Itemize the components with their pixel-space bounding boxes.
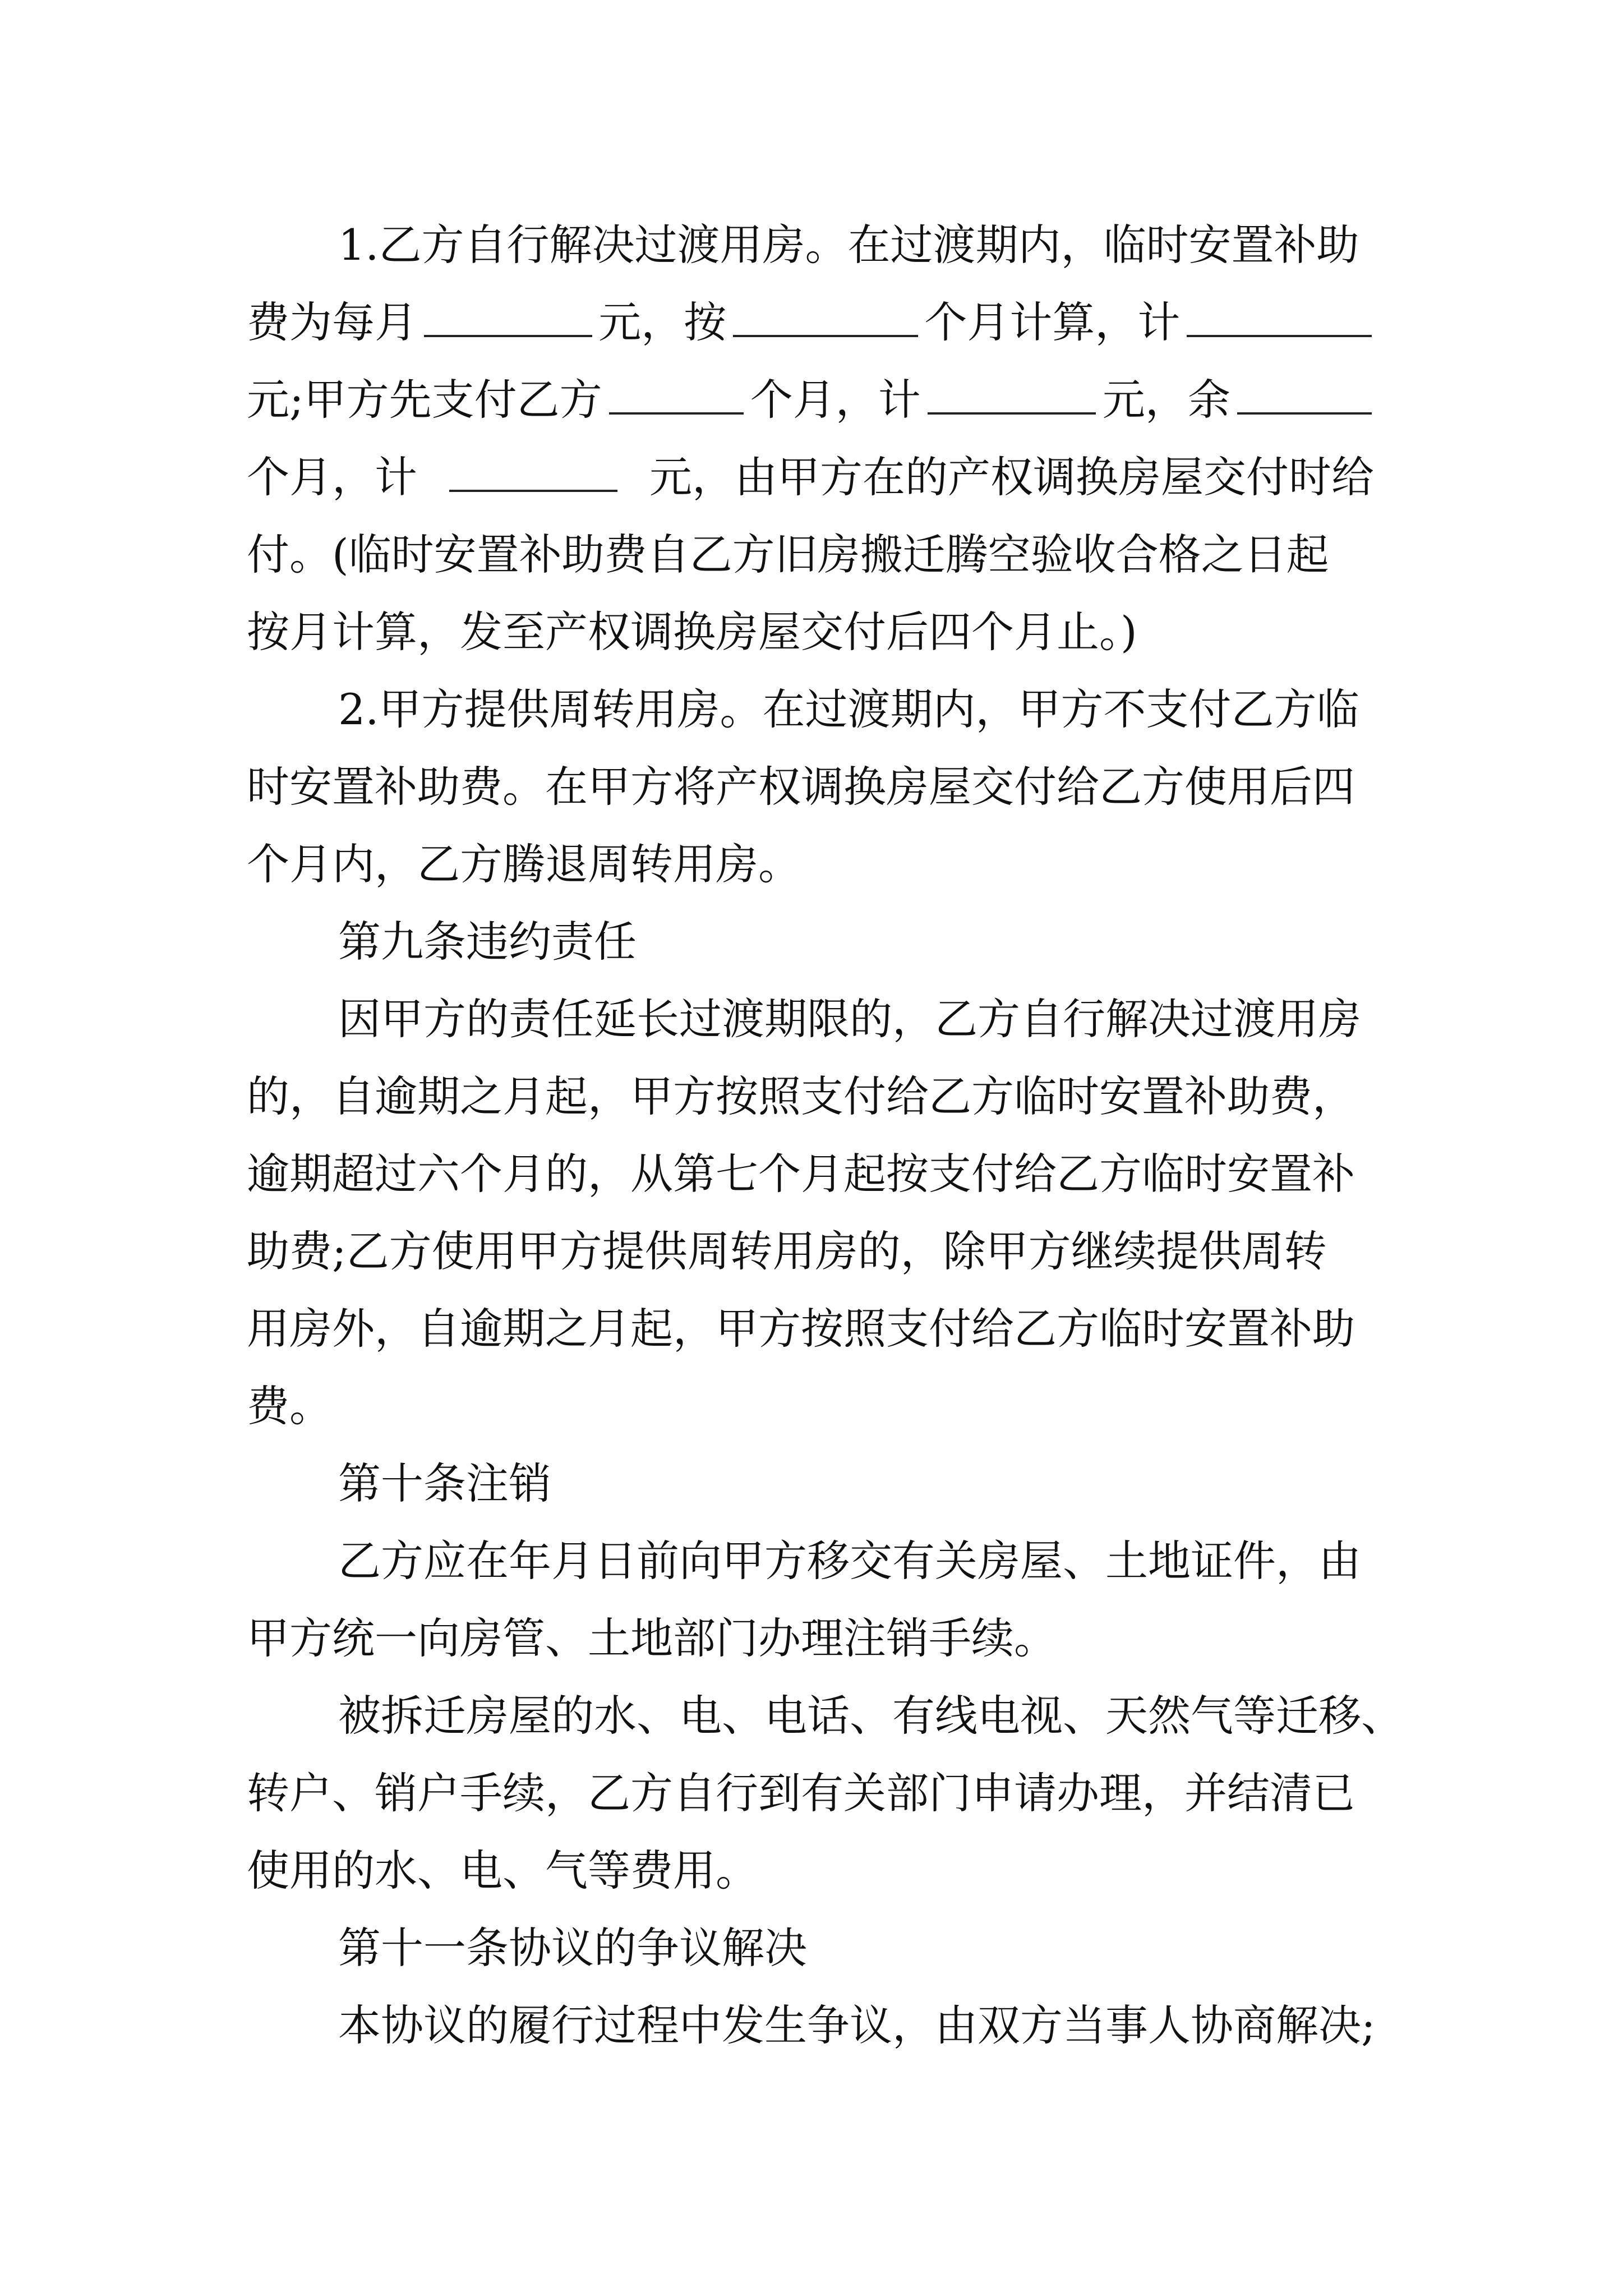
article-heading: [338, 897, 1374, 987]
text-run: 个月计算，计: [924, 297, 1181, 347]
paragraph-line: [247, 1207, 1374, 1296]
paragraph-line: [247, 510, 1374, 600]
text-run: 1.乙方自行解决过渡用房。在过渡期内，临时安置补助: [338, 220, 1359, 270]
blank-field: [424, 296, 592, 337]
paragraph-line: [338, 1981, 1374, 2070]
paragraph-line: [247, 432, 1374, 522]
text-run: 助费;乙方使用甲方提供周转用房的，除甲方继续提供周转: [247, 1226, 1327, 1276]
paragraph-line: [338, 1671, 1404, 1761]
text-run: 元，余: [1102, 375, 1230, 425]
text-run: 本协议的履行过程中发生争议，由双方当事人协商解决;: [338, 2000, 1376, 2050]
text-run: 付。(临时安置补助费自乙方旧房搬迁腾空验收合格之日起: [247, 530, 1329, 579]
paragraph-line: [247, 820, 1374, 909]
paragraph-line: [247, 1284, 1374, 1374]
heading-text: 第十条注销: [338, 1458, 551, 1508]
paragraph-line: [247, 1826, 1374, 1916]
text-run: 时安置补助费。在甲方将产权调换房屋交付给乙方使用后四: [247, 762, 1355, 812]
text-run: 个月，计: [750, 375, 921, 425]
text-run: 元，由甲方在的产权调换房屋交付时给: [649, 452, 1374, 502]
paragraph-line: [338, 974, 1374, 1064]
blank-field: [609, 373, 744, 415]
text-run: 转户、销户手续，乙方自行到有关部门申请办理，并结清已: [247, 1768, 1355, 1818]
text-run: 乙方应在年月日前向甲方移交有关房屋、土地证件，由: [338, 1536, 1361, 1586]
paragraph-line: [247, 1129, 1374, 1219]
text-run: 甲方统一向房管、土地部门办理注销手续。: [247, 1613, 1057, 1663]
paragraph-line: [247, 355, 1374, 445]
text-run: 2.甲方提供周转用房。在过渡期内，甲方不支付乙方临: [338, 684, 1359, 734]
paragraph-line: [247, 1749, 1374, 1838]
text-run: 用房外，自逾期之月起，甲方按照支付给乙方临时安置补助: [247, 1304, 1355, 1354]
paragraph-line: [247, 587, 1374, 677]
text-run: 元;甲方先支付乙方: [247, 375, 602, 425]
article-heading: [338, 1903, 1374, 1993]
text-run: 费为每月: [247, 297, 417, 347]
text-run: 被拆迁房屋的水、电、电话、有线电视、天然气等迁移、: [338, 1691, 1404, 1741]
text-run: 按月计算，发至产权调换房屋交付后四个月止。): [247, 607, 1137, 657]
paragraph-line: [247, 1052, 1374, 1142]
heading-text: 第十一条协议的争议解决: [338, 1923, 807, 1973]
paragraph-line: [338, 665, 1374, 754]
paragraph-line: [247, 742, 1374, 832]
text-run: 个月内，乙方腾退周转用房。: [247, 839, 801, 889]
text-run: 费。: [247, 1381, 332, 1431]
blank-field: [1237, 373, 1372, 415]
heading-text: 第九条违约责任: [338, 917, 637, 967]
text-run: 元，按: [598, 297, 727, 347]
paragraph-line: [247, 1361, 1374, 1451]
blank-field: [928, 373, 1096, 415]
text-run: 的，自逾期之月起，甲方按照支付给乙方临时安置补助费，: [247, 1071, 1355, 1121]
paragraph-line: [338, 1516, 1374, 1606]
blank-field: [449, 450, 617, 492]
text-run: 使用的水、电、气等费用。: [247, 1846, 758, 1895]
paragraph-line: [338, 200, 1374, 290]
article-heading: [338, 1439, 1374, 1529]
text-run: 个月，计: [247, 452, 417, 502]
text-run: 因甲方的责任延长过渡期限的，乙方自行解决过渡用房: [338, 994, 1361, 1044]
blank-field: [1187, 296, 1372, 337]
blank-field: [733, 296, 918, 337]
paragraph-line: [247, 278, 1374, 367]
paragraph-line: [247, 1594, 1374, 1683]
text-run: 逾期超过六个月的，从第七个月起按支付给乙方临时安置补: [247, 1149, 1355, 1199]
